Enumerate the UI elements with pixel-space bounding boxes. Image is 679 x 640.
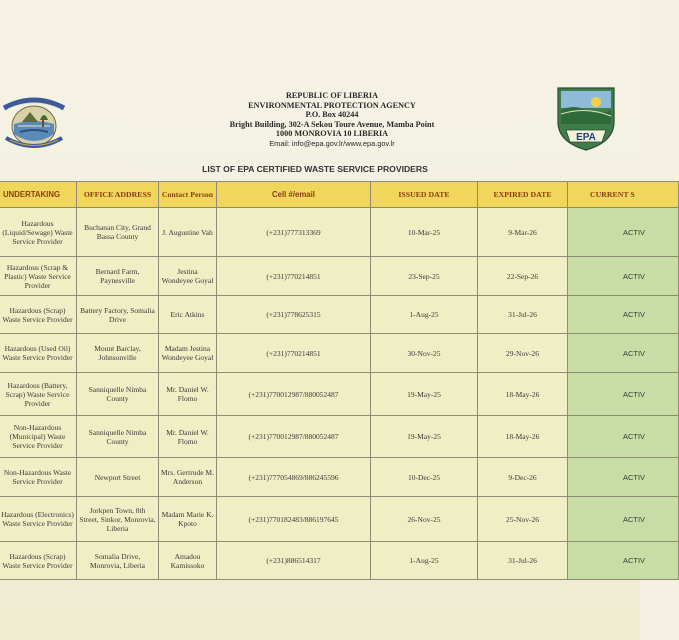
table-row bbox=[0, 458, 679, 497]
table-row bbox=[0, 257, 679, 296]
header-undertaking: UNDERTAKING bbox=[0, 182, 77, 208]
header-issued-date: ISSUED DATE bbox=[371, 182, 478, 208]
cell-contact-person: Amadou Kamissoko bbox=[159, 542, 217, 580]
cell-undertaking: Hazardous (Battery, Scrap) Waste Service Provider bbox=[0, 373, 77, 416]
cell-expired-date: 31-Jul-26 bbox=[478, 542, 568, 580]
cell-expired-date: 18-May-26 bbox=[478, 416, 568, 458]
cell-expired-date: 31-Jul-26 bbox=[478, 296, 568, 334]
cell-office-address: Buchanan City, Grand Bassa County bbox=[77, 208, 159, 257]
cell-office-address: Battery Factory, Somalia Drive bbox=[77, 296, 159, 334]
cell-undertaking: Hazardous (Used Oil) Waste Service Provider bbox=[0, 334, 77, 373]
cell-undertaking: Hazardous (Scrap) Waste Service Provider bbox=[0, 542, 77, 580]
cell-status: ACTIV bbox=[568, 542, 679, 580]
epa-logo-icon bbox=[552, 84, 620, 154]
table-row bbox=[0, 497, 679, 542]
cell-issued-date: 30-Nov-25 bbox=[371, 334, 478, 373]
cell-contact-person: Jestina Wondeyee Goyal bbox=[159, 257, 217, 296]
header-contact-person: Contact Person bbox=[159, 182, 217, 208]
table-header-row bbox=[0, 182, 679, 208]
letterhead-city: 1000 MONROVIA 10 LIBERIA bbox=[275, 129, 389, 139]
cell-status: ACTIV bbox=[568, 458, 679, 497]
cell-status: ACTIV bbox=[568, 296, 679, 334]
letterhead bbox=[200, 91, 464, 149]
cell-phone: (+231)770214851 bbox=[217, 334, 371, 373]
table-row bbox=[0, 542, 679, 580]
cell-office-address: Somalia Drive, Monrovia, Liberia bbox=[77, 542, 159, 580]
cell-contact-person: Eric Atkins bbox=[159, 296, 217, 334]
cell-phone: (+231)886514317 bbox=[217, 542, 371, 580]
letterhead-agency: ENVIRONMENTAL PROTECTION AGENCY bbox=[248, 100, 416, 110]
header-office-address: OFFICE ADDRESS bbox=[77, 182, 159, 208]
cell-phone: (+231)770182483/886197645 bbox=[217, 497, 371, 542]
providers-table-wrapper bbox=[0, 181, 646, 581]
header-cell-email: Cell #/email bbox=[217, 182, 371, 208]
cell-undertaking: Hazardous (Electronics) Waste Service Provider bbox=[0, 497, 77, 542]
liberia-coat-of-arms-icon bbox=[0, 88, 68, 156]
table-row bbox=[0, 334, 679, 373]
cell-issued-date: 19-May-25 bbox=[371, 416, 478, 458]
cell-phone: (+231)778625315 bbox=[217, 296, 371, 334]
header-current-status: CURRENT S bbox=[568, 182, 679, 208]
cell-status: ACTIV bbox=[568, 416, 679, 458]
cell-undertaking: Non-Hazardous (Municipal) Waste Service Provider bbox=[0, 416, 77, 458]
cell-issued-date: 10-Mar-25 bbox=[371, 208, 478, 257]
cell-contact-person: Mr. Daniel W. Flomo bbox=[159, 416, 217, 458]
cell-phone: (+231)777313369 bbox=[217, 208, 371, 257]
letterhead-address: Bright Building, 302-A Sekou Toure Avenue, Mamba Point bbox=[229, 119, 435, 129]
cell-issued-date: 1-Aug-25 bbox=[371, 542, 478, 580]
table-row bbox=[0, 296, 679, 334]
table-row bbox=[0, 373, 679, 416]
cell-office-address: Sanniquelle Nimba County bbox=[77, 416, 159, 458]
cell-office-address: Bernard Farm, Paynesville bbox=[77, 257, 159, 296]
cell-undertaking: Hazardous (Scrap) Waste Service Provider bbox=[0, 296, 77, 334]
cell-office-address: Sanniquelle Nimba County bbox=[77, 373, 159, 416]
cell-expired-date: 29-Nov-26 bbox=[478, 334, 568, 373]
cell-phone: (+231)770214851 bbox=[217, 257, 371, 296]
cell-status: ACTIV bbox=[568, 497, 679, 542]
cell-issued-date: 1-Aug-25 bbox=[371, 296, 478, 334]
cell-expired-date: 9-Dec-26 bbox=[478, 458, 568, 497]
table-row bbox=[0, 416, 679, 458]
cell-status: ACTIV bbox=[568, 373, 679, 416]
cell-issued-date: 10-Dec-25 bbox=[371, 458, 478, 497]
header-expired-date: EXPIRED DATE bbox=[478, 182, 568, 208]
cell-contact-person: Mrs. Gertrude M. Anderson bbox=[159, 458, 217, 497]
cell-status: ACTIV bbox=[568, 257, 679, 296]
cell-undertaking: Hazardous (Scrap & Plastic) Waste Service Provider bbox=[0, 257, 77, 296]
letterhead-republic: REPUBLIC OF LIBERIA bbox=[285, 91, 379, 100]
cell-contact-person: Madam Marie K. Kpoto bbox=[159, 497, 217, 542]
cell-phone: (+231)777054869/886245596 bbox=[217, 458, 371, 497]
cell-contact-person: Mr. Daniel W. Flomo bbox=[159, 373, 217, 416]
cell-contact-person: J. Augustine Vah bbox=[159, 208, 217, 257]
cell-office-address: Jorkpen Town, 8th Street, Sinkor, Monrovia, Liberia bbox=[77, 497, 159, 542]
cell-phone: (+231)770012987/880052487 bbox=[217, 373, 371, 416]
cell-expired-date: 18-May-26 bbox=[478, 373, 568, 416]
providers-table bbox=[0, 181, 679, 580]
cell-undertaking: Non-Hazardous Waste Service Provider bbox=[0, 458, 77, 497]
cell-office-address: Mount Barclay, Johnsonville bbox=[77, 334, 159, 373]
cell-status: ACTIV bbox=[568, 334, 679, 373]
cell-contact-person: Madam Jestina Wondeyee Goyal bbox=[159, 334, 217, 373]
epa-logo-text: EPA bbox=[576, 132, 596, 143]
cell-undertaking: Hazardous (Liquid/Sewage) Waste Service Provider bbox=[0, 208, 77, 257]
cell-expired-date: 9-Mar-26 bbox=[478, 208, 568, 257]
cell-issued-date: 26-Nov-25 bbox=[371, 497, 478, 542]
document-title: LIST OF EPA CERTIFIED WASTE SERVICE PROVIDERS bbox=[202, 164, 428, 174]
letterhead-pobox: P.O. Box 40244 bbox=[305, 110, 359, 120]
letterhead-email: Email: info@epa.gov.lr/www.epa.gov.lr bbox=[269, 138, 395, 148]
cell-expired-date: 25-Nov-26 bbox=[478, 497, 568, 542]
cell-issued-date: 19-May-25 bbox=[371, 373, 478, 416]
table-row bbox=[0, 208, 679, 257]
cell-office-address: Newport Street bbox=[77, 458, 159, 497]
cell-issued-date: 23-Sep-25 bbox=[371, 257, 478, 296]
cell-expired-date: 22-Sep-26 bbox=[478, 257, 568, 296]
cell-status: ACTIV bbox=[568, 208, 679, 257]
cell-phone: (+231)770012987/880052487 bbox=[217, 416, 371, 458]
